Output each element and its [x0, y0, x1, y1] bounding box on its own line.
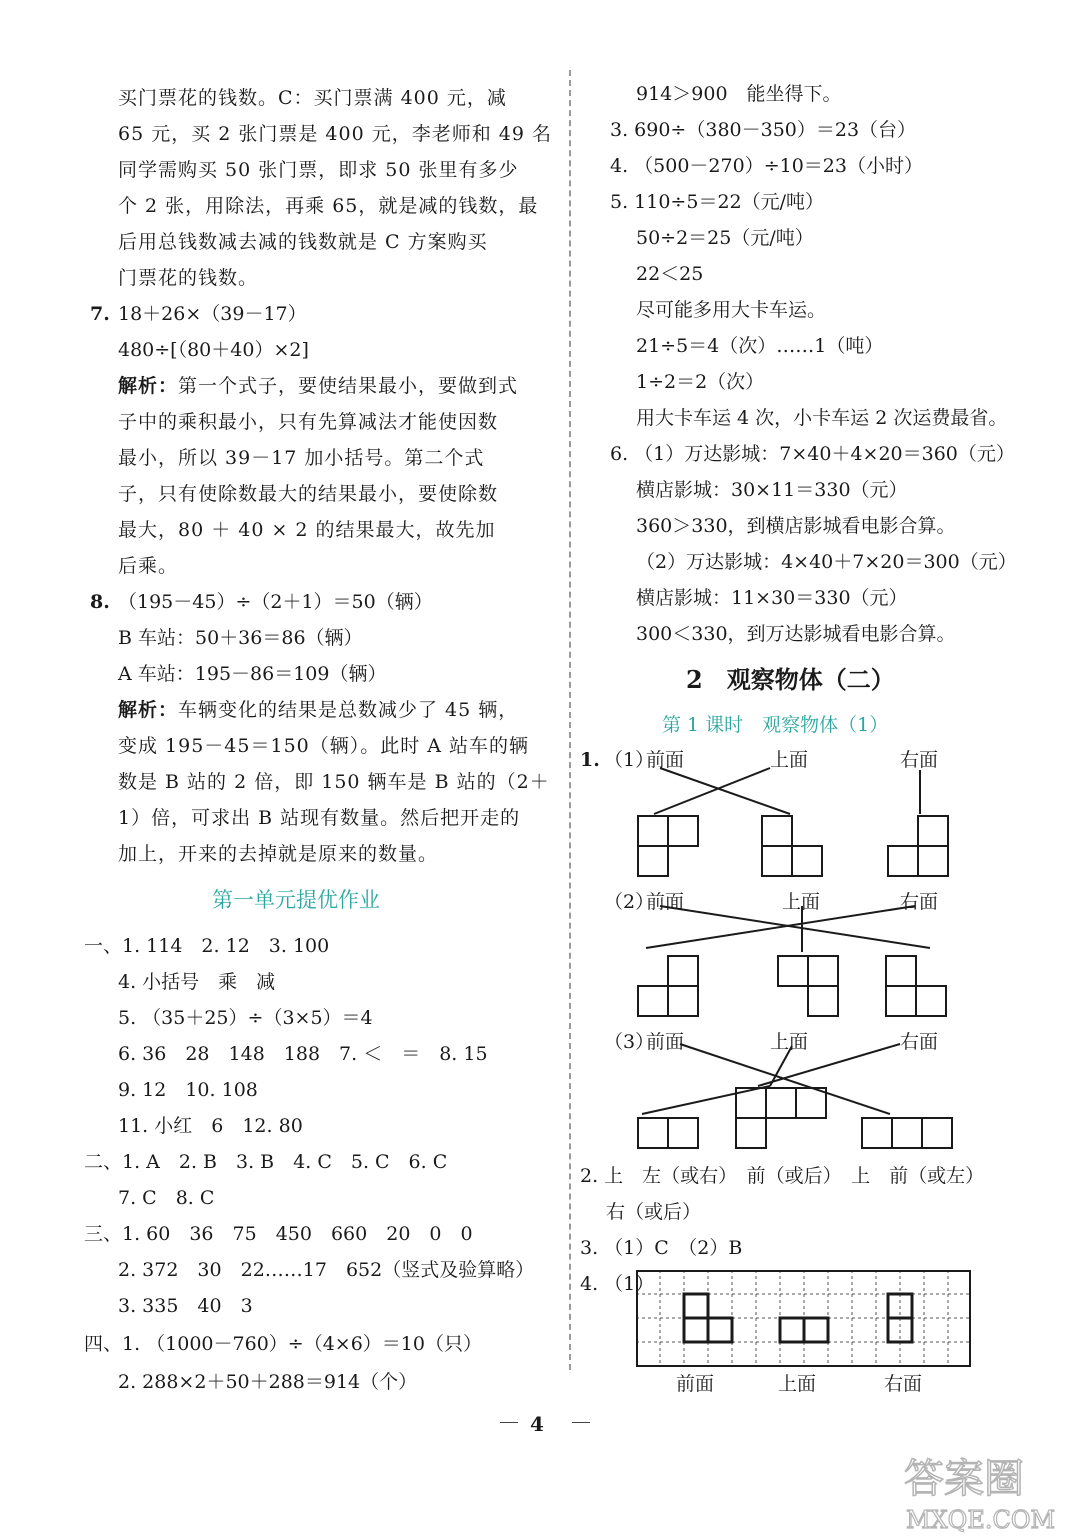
expression: B 车站：50＋36＝86（辆） — [118, 627, 363, 649]
analysis-line: 数是 B 站的 2 倍，即 150 辆车是 B 站的（2＋ — [118, 771, 550, 793]
answer-line: 6. （1）万达影城：7×40＋4×20＝360（元） — [610, 443, 1015, 465]
connector-line — [654, 768, 770, 814]
watermark-text: 答案圈 — [904, 1456, 1024, 1502]
answer-line: 21÷5＝4（次）……1（吨） — [636, 335, 884, 357]
watermark-logo — [826, 1440, 1066, 1536]
answer-line: 7. C 8. C — [118, 1187, 215, 1209]
answer-line: 11. 小红 6 12. 80 — [118, 1115, 303, 1137]
text-line: 同学需购买 50 张门票，即求 50 张里有多少 — [118, 159, 519, 181]
analysis-text: 车辆变化的结果是总数减少了 45 辆， — [178, 699, 519, 721]
grid-top-view — [780, 1318, 828, 1342]
set-index: （3） — [604, 1031, 655, 1053]
answer-line: 用大卡车运 4 次，小卡车运 2 次运费最省。 — [636, 407, 1008, 429]
label-right: 右面 — [900, 891, 939, 913]
expression: （195－45）÷（2＋1）＝50（辆） — [118, 591, 433, 613]
question-number: 1. — [580, 749, 600, 771]
watermark-sub: MXQE.COM — [906, 1506, 1056, 1534]
connector-line — [660, 768, 790, 814]
top-view-shape-2 — [778, 956, 838, 1016]
answer-line: 6. 36 28 148 188 7. ＜ ＝ 8. 15 — [118, 1043, 488, 1065]
set-index: （2） — [604, 891, 655, 913]
right-view-shape-3 — [862, 1118, 952, 1148]
expression: 18＋26×（39－17） — [118, 303, 307, 325]
answer-line: 4. 小括号 乘 减 — [118, 971, 276, 993]
analysis-line: 子中的乘积最小，只有先算减法才能使因数 — [118, 411, 499, 433]
answer-line: 3. 335 40 3 — [118, 1295, 253, 1317]
answer-line: 9. 12 10. 108 — [118, 1079, 258, 1101]
front-view-shape-3 — [638, 1118, 698, 1148]
text-line: 个 2 张，用除法，再乘 65，就是减的钱数，最 — [118, 195, 539, 217]
answer-line: 360＞330，到横店影城看电影合算。 — [636, 515, 956, 537]
analysis-label: 解析： — [118, 375, 179, 397]
label-top: 上面 — [782, 891, 821, 913]
analysis-line: 1）倍，可求出 B 站现有数量。然后把开走的 — [118, 807, 521, 829]
answer-line: 914＞900 能坐得下。 — [636, 83, 842, 105]
answer-line: 横店影城：11×30＝330（元） — [636, 587, 908, 609]
label-right: 右面 — [900, 749, 939, 771]
connector-line — [642, 1086, 770, 1114]
answer-line: 右（或后） — [606, 1201, 702, 1223]
analysis-text: 第一个式子，要使结果最小，要做到式 — [178, 375, 519, 397]
answer-line: 4. （500－270）÷10＝23（小时） — [610, 155, 923, 177]
answer-line: 5. （35＋25）÷（3×5）＝4 — [118, 1007, 373, 1029]
footer-dash — [572, 1422, 590, 1423]
column-divider — [569, 70, 573, 1370]
question-number: 8. — [90, 591, 110, 613]
analysis-line — [118, 374, 518, 398]
text-line: 65 元，买 2 张门票是 400 元，李老师和 49 名 — [118, 123, 552, 145]
answer-line: 三、1. 60 36 75 450 660 20 0 0 — [84, 1223, 473, 1245]
analysis-line: 变成 195－45＝150（辆）。此时 A 站车的辆 — [118, 735, 530, 757]
front-view-shape-1 — [638, 816, 698, 876]
right-view-shape-2 — [886, 956, 946, 1016]
unit-title: 第一单元提优作业 — [212, 888, 380, 912]
text-line: 买门票花的钱数。C：买门票满 400 元，减 — [118, 87, 507, 109]
answer-line: 2. 372 30 22……17 652（竖式及验算略） — [118, 1259, 535, 1281]
answer-line: 3. 690÷（380－350）＝23（台） — [610, 119, 917, 141]
question-number: 7. — [90, 303, 110, 325]
answer-line: 尽可能多用大卡车运。 — [636, 299, 827, 321]
text-line: 后用总钱数减去减的钱数就是 C 方案购买 — [118, 231, 488, 253]
analysis-line: 子，只有使除数最大的结果最小，要使除数 — [118, 483, 499, 505]
answer-line: 2. 上 左（或右） 前（或后） 上 前（或左） — [580, 1165, 985, 1187]
analysis-line: 最大，80 ＋ 40 × 2 的结果最大，故先加 — [118, 519, 496, 541]
label-front: 前面 — [646, 891, 685, 913]
analysis-label: 解析： — [118, 699, 179, 721]
footer-dash — [500, 1422, 518, 1423]
answer-line: 横店影城：30×11＝330（元） — [636, 479, 908, 501]
answer-label: 4. （1） — [580, 1273, 655, 1295]
top-view-shape-1 — [762, 816, 822, 876]
front-view-shape-2 — [638, 956, 698, 1016]
expression: A 车站：195－86＝109（辆） — [118, 663, 387, 685]
answer-line: 一、1. 114 2. 12 3. 100 — [84, 935, 330, 957]
answer-line: 50÷2＝25（元/吨） — [636, 227, 814, 249]
expression: 480÷[（80＋40）×2] — [118, 339, 309, 361]
section-title: 2 观察物体（二） — [686, 665, 895, 694]
answer-line: 2. 288×2＋50＋288＝914（个） — [118, 1371, 418, 1393]
answer-line: 1÷2＝2（次） — [636, 371, 765, 393]
label-top: 上面 — [770, 1031, 809, 1053]
label-top: 上面 — [770, 749, 809, 771]
analysis-line: 后乘。 — [118, 555, 179, 577]
observation-diagrams — [570, 736, 1010, 1156]
text-line: 门票花的钱数。 — [118, 267, 259, 289]
grid-front-view — [684, 1294, 732, 1342]
top-view-shape-3 — [736, 1088, 826, 1148]
answer-line: 300＜330，到万达影城看电影合算。 — [636, 623, 956, 645]
analysis-line: 加上，开来的去掉就是原来的数量。 — [118, 843, 439, 865]
connector-line — [646, 906, 915, 948]
right-view-shape-1 — [888, 816, 948, 876]
answer-line: （2）万达影城：4×40＋7×20＝300（元） — [636, 551, 1017, 573]
grid-label-right: 右面 — [884, 1373, 923, 1395]
label-front: 前面 — [646, 749, 685, 771]
grid-label-top: 上面 — [778, 1373, 817, 1395]
answer-line: 3. （1）C （2）B — [580, 1237, 743, 1259]
grid-label-front: 前面 — [676, 1373, 715, 1395]
label-right: 右面 — [900, 1031, 939, 1053]
page-number: 4 — [530, 1412, 544, 1436]
set-index: （1） — [604, 749, 655, 771]
answer-line: 5. 110÷5＝22（元/吨） — [610, 191, 825, 213]
label-front: 前面 — [646, 1031, 685, 1053]
answer-line: 四、1. （1000－760）÷（4×6）＝10（只） — [84, 1333, 482, 1355]
answer-line: 二、1. A 2. B 3. B 4. C 5. C 6. C — [84, 1151, 448, 1173]
lesson-title: 第 1 课时 观察物体（1） — [662, 714, 889, 736]
analysis-line: 最小，所以 39－17 加小括号。第二个式 — [118, 447, 485, 469]
answer-line: 22＜25 — [636, 263, 704, 285]
grid-diagram — [636, 1270, 972, 1372]
analysis-line — [118, 698, 518, 722]
